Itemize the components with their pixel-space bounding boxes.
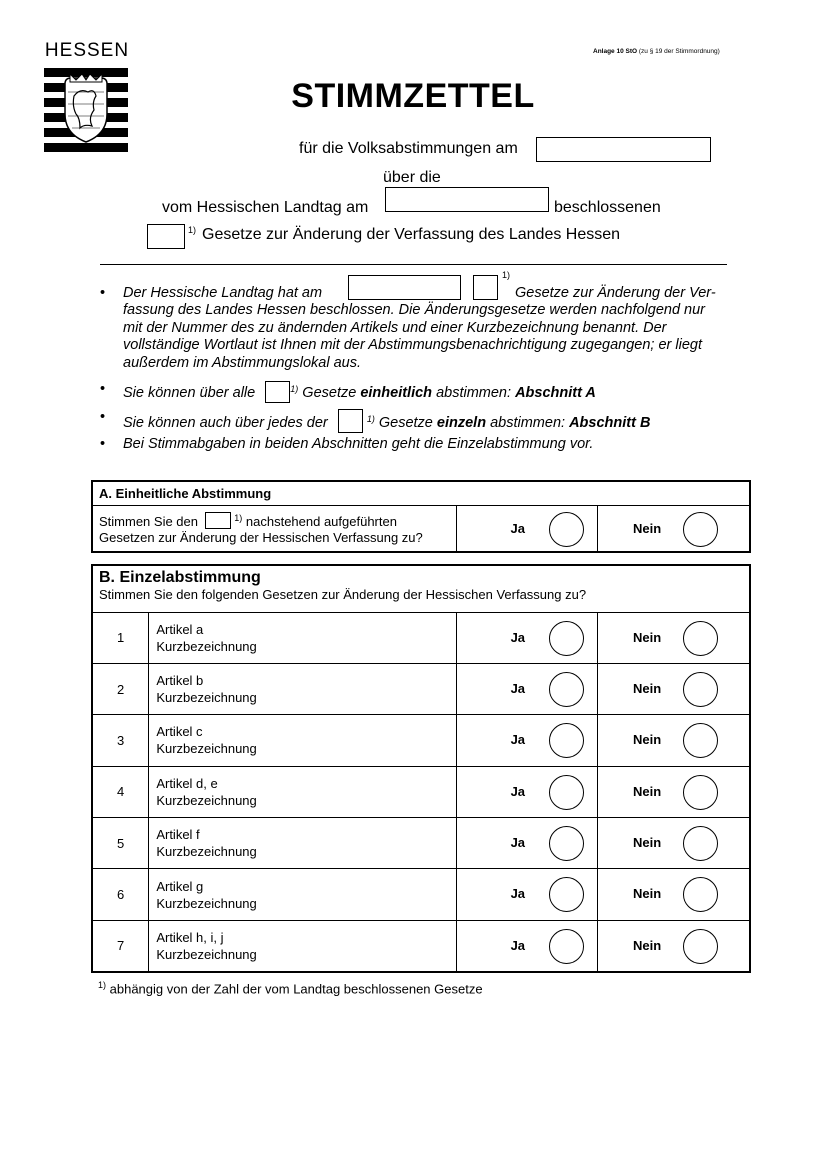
law-count-field[interactable] (147, 224, 185, 249)
row-article-name: Artikel d, e (156, 775, 218, 791)
ballot-row (92, 920, 750, 971)
row-short-name: Kurzbezeichnung (156, 792, 257, 808)
row-yes-circle[interactable] (549, 826, 584, 861)
row-article-name: Artikel a (156, 621, 204, 637)
row-yes-circle[interactable] (549, 877, 584, 912)
landtag-date-field[interactable] (385, 187, 549, 212)
row-yes: Ja (456, 663, 597, 714)
header-line3-left: vom Hessischen Landtag am (162, 199, 369, 216)
section-a-no-circle[interactable] (683, 512, 718, 547)
row-no: Nein (598, 920, 750, 971)
row-yes: Ja (456, 766, 597, 817)
bullet-1: • Der Hessische Landtag hat am 1) Gesetze zur Änderung der Ver- fassung des Landes Hessen beschlossen. Die Änderungsgesetze werden nachfolgend nur mit der Nummer des zu ändernden Artikels und einer Kurzbezeichnung benannt. Der vollständige Wortlaut ist Ihnen mit der Abstimmungsbenachrichtigung zugegangen; er liegt außerdem im Abstimmungslokal aus. (100, 270, 716, 371)
row-article-name: Artikel f (156, 827, 200, 843)
row-yes: Ja (456, 612, 597, 663)
row-article (149, 612, 456, 663)
row-article-name: Artikel c (156, 724, 203, 740)
divider (100, 264, 727, 265)
row-short-name: Kurzbezeichnung (156, 844, 257, 860)
ballot-row (92, 612, 750, 663)
row-short-name: Kurzbezeichnung (156, 895, 257, 911)
row-yes: Ja (456, 869, 597, 920)
ballot-row (92, 869, 750, 920)
header-line3-right: beschlossenen (554, 199, 661, 216)
row-article (149, 663, 456, 714)
section-a-count-field[interactable] (205, 512, 231, 529)
section-b-heading: B. Einzelabstimmung (99, 569, 261, 586)
section-a-yes-circle[interactable] (549, 512, 584, 547)
all-count-field[interactable] (265, 381, 290, 403)
row-short-name: Kurzbezeichnung (156, 946, 257, 962)
bullet-2: • Sie können über alle $^{1)}$ Gesetze einheitlich abstimmen: Abschnitt A (100, 381, 596, 401)
ballot-row (92, 766, 750, 817)
row-number: 5 (92, 818, 149, 869)
section-b (91, 564, 751, 973)
row-no-circle[interactable] (683, 723, 718, 758)
row-yes: Ja (456, 715, 597, 766)
row-short-name: Kurzbezeichnung (156, 638, 257, 654)
row-number: 3 (92, 715, 149, 766)
row-yes-circle[interactable] (549, 672, 584, 707)
row-yes-circle[interactable] (549, 775, 584, 810)
section-a-no: Nein (598, 505, 750, 552)
row-no-circle[interactable] (683, 877, 718, 912)
ballot-row (92, 663, 750, 714)
footnote-mark: 1) (188, 225, 197, 235)
section-b-subheading: Stimmen Sie den folgenden Gesetzen zur Änderung der Hessischen Verfassung zu? (99, 587, 587, 602)
row-no: Nein (598, 766, 750, 817)
row-no-circle[interactable] (683, 621, 718, 656)
row-number: 6 (92, 869, 149, 920)
vote-date-field[interactable] (536, 137, 711, 162)
section-a (91, 480, 751, 553)
annex-note: Anlage 10 StO (zu § 19 der Stimmordnung) (593, 48, 720, 55)
section-a-yes: Ja (456, 505, 598, 552)
row-yes-circle[interactable] (549, 621, 584, 656)
row-no: Nein (598, 663, 750, 714)
row-short-name: Kurzbezeichnung (156, 690, 257, 706)
section-a-heading: A. Einheitliche Abstimmung (92, 481, 750, 505)
row-no: Nein (598, 869, 750, 920)
row-number: 2 (92, 663, 149, 714)
row-no: Nein (598, 715, 750, 766)
row-yes: Ja (456, 920, 597, 971)
row-short-name: Kurzbezeichnung (156, 741, 257, 757)
row-yes-circle[interactable] (549, 723, 584, 758)
header-line4: Gesetze zur Änderung der Verfassung des Landes Hessen (202, 226, 621, 243)
row-no-circle[interactable] (683, 826, 718, 861)
row-number: 7 (92, 920, 149, 971)
row-article (149, 766, 456, 817)
row-yes: Ja (456, 818, 597, 869)
row-no-circle[interactable] (683, 672, 718, 707)
header-line1: für die Volksabstimmungen am (299, 140, 518, 157)
row-no-circle[interactable] (683, 775, 718, 810)
row-number: 4 (92, 766, 149, 817)
row-yes-circle[interactable] (549, 929, 584, 964)
row-article (149, 818, 456, 869)
row-article-name: Artikel b (156, 673, 204, 689)
row-article-name: Artikel h, i, j (156, 929, 224, 945)
row-no: Nein (598, 818, 750, 869)
row-no: Nein (598, 612, 750, 663)
row-article (149, 715, 456, 766)
each-count-field[interactable] (338, 409, 363, 433)
bullet-date-field[interactable] (348, 275, 461, 300)
bullet-4: • Bei Stimmabgaben in beiden Abschnitten geht die Einzelabstimmung vor. (100, 436, 594, 452)
row-article (149, 869, 456, 920)
row-article (149, 920, 456, 971)
header-line2: über die (383, 169, 441, 186)
page-title: STIMMZETTEL (291, 77, 535, 115)
section-b-header (92, 565, 750, 612)
row-no-circle[interactable] (683, 929, 718, 964)
row-number: 1 (92, 612, 149, 663)
footnote: $^{1)}$ abhängig von der Zahl der vom Landtag beschlossenen Gesetze (98, 980, 483, 997)
logo-text: HESSEN (44, 40, 130, 61)
bullet-count-field[interactable] (473, 275, 498, 300)
section-a-question: Stimmen Sie den $^{1)}$ nachstehend aufgeführten Gesetzen zur Änderung der Hessischen Verfassung zu? (92, 505, 456, 552)
row-article-name: Artikel g (156, 878, 204, 894)
ballot-row (92, 818, 750, 869)
ballot-row (92, 715, 750, 766)
bullet-3: • Sie können auch über jedes der $^{1)}$ Gesetze einzeln abstimmen: Abschnitt B (100, 409, 651, 431)
